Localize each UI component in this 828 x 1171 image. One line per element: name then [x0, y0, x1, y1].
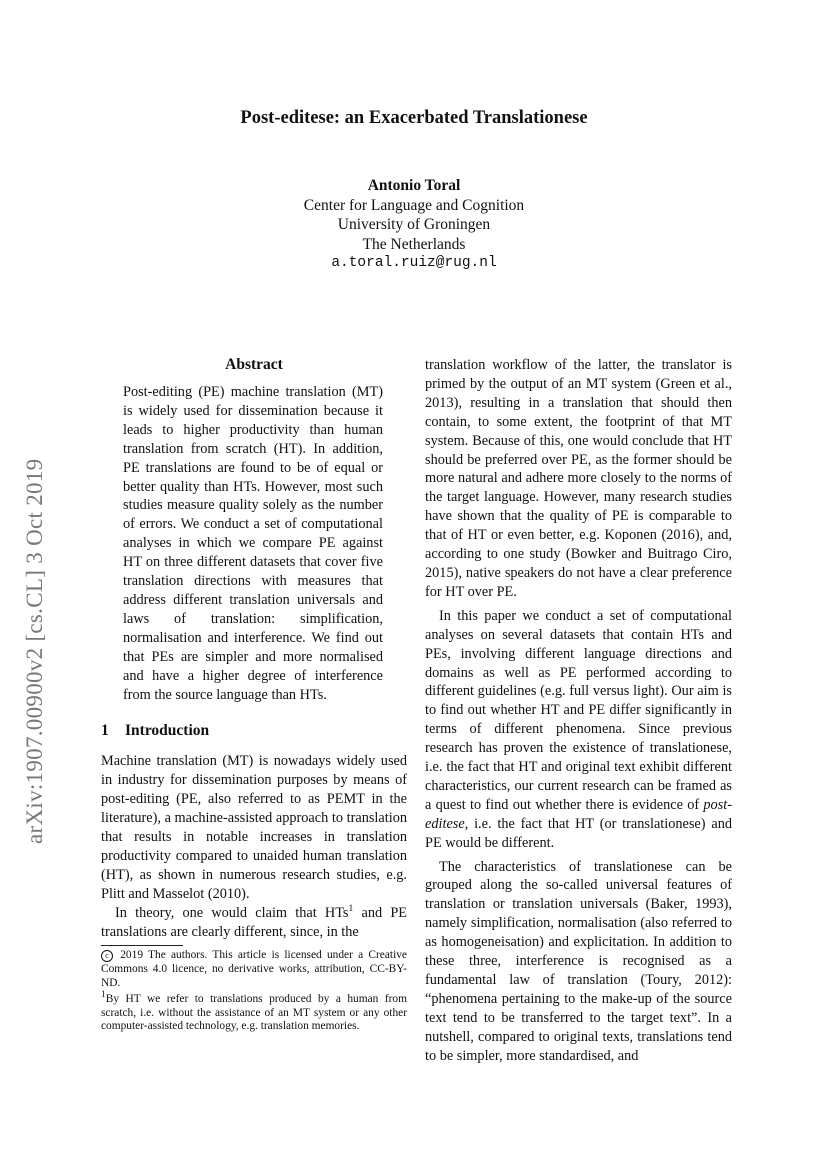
- author-affiliation-3: The Netherlands: [362, 235, 466, 253]
- footnote-1: [101, 990, 407, 1034]
- footnote-1-mark: 1: [101, 990, 106, 1001]
- left-column: [101, 356, 407, 1034]
- intro-p2-text-a: In theory, one would claim that HTs: [115, 904, 349, 921]
- arxiv-watermark: arXiv:1907.00900v2 [cs.CL] 3 Oct 2019: [22, 458, 47, 844]
- right-column: [425, 356, 732, 1066]
- intro-p2-text-b: and PE translations are clearly different, since, in the: [101, 904, 407, 940]
- section-title: Introduction: [125, 722, 210, 740]
- abstract-heading: Abstract: [225, 356, 283, 373]
- author-affiliation-2: University of Groningen: [337, 216, 491, 233]
- footnote-1-text: By HT we refer to translations produced by a human from scratch, i.e. without the assistance of an MT system or any other computer-assisted technology, e.g. translation memories.: [101, 993, 407, 1033]
- section-heading-introduction: [101, 722, 407, 740]
- paper-title: Post-editese: an Exacerbated Translationese: [240, 108, 588, 128]
- footnote-ref-1[interactable]: 1: [348, 903, 354, 914]
- intro-paragraph-2-start: [101, 904, 407, 942]
- post-editese-term: post-editese: [425, 796, 732, 832]
- intro-paragraph-3: [425, 607, 732, 853]
- author-block: [0, 176, 828, 274]
- section-number: 1: [101, 722, 109, 740]
- abstract-text: Post-editing (PE) machine translation (MT) is widely used for dissemination because it leads to higher productivity than human translation from scratch (HT). In addition, PE translations are found to be of equal or better quality than HTs. However, most such studies measure quality solely as the number of errors. We conduct a set of computational analyses in which we compare PE against HT on three different datasets that cover five translation directions with measures that address different translation universals and laws of translation: simplification, normalisation and interference. We find out that PEs are simpler and more normalised and have a higher degree of interference from the source language than HTs.: [123, 384, 383, 703]
- copyright-text: 2019 The authors. This article is licensed under a Creative Commons 4.0 licence, no derivative works, attribution, CC-BY-ND.: [101, 949, 407, 989]
- copyright-icon: c: [101, 950, 113, 962]
- intro-p3-text-b: , i.e. the fact that HT (or translationese) and PE would be different.: [425, 815, 732, 851]
- intro-p3-text-a: In this paper we conduct a set of computational analyses on several datasets that contain HTs and PEs, involving different language directions and domains as well as PE performed according to different guidelines (e.g. full versus light). Our aim is to find out whether HT and PE differ significantly in terms of different phenomena. Since previous research has proven the existence of translationese, i.e. the fact that HT and original text exhibit different characteristics, our current research can be framed as a quest to find out whether there is evidence of: [425, 607, 732, 813]
- author-email[interactable]: a.toral.ruiz@rug.nl: [331, 255, 497, 271]
- copyright-footnote: [101, 949, 407, 990]
- footnote-divider: [101, 945, 183, 946]
- author-name: Antonio Toral: [367, 177, 461, 194]
- author-affiliation-1: Center for Language and Cognition: [303, 196, 525, 214]
- intro-paragraph-1: Machine translation (MT) is nowadays widely used in industry for dissemination purposes by means of post-editing (PE, also referred to as PEMT in the literature), a machine-assisted approach to translation that results in notable increases in translation productivity compared to unaided human translation (HT), as shown in numerous research studies, e.g. Plitt and Masselot (2010).: [101, 753, 407, 902]
- intro-paragraph-2-cont: translation workflow of the latter, the translator is primed by the output of an MT system (Green et al., 2013), resulting in a translation that should then contain, to some extent, the footprint of that MT system. Because of this, one would conclude that HT should be preferred over PE, as the former should be more natural and adhere more closely to the norms of the target language. However, many research studies have shown that the quality of PE is comparable to that of HT or even better, e.g. Koponen (2016), and, according to one study (Bowker and Buitrago Ciro, 2015), native speakers do not have a clear preference for HT over PE.: [425, 357, 732, 600]
- intro-paragraph-4: The characteristics of translationese can be grouped along the so-called universal features of translation or translation universals (Baker, 1993), namely simplification, normalisation (also referred to as homogeneisation) and explicitation. In addition to these three, interference is recognised as a fundamental law of translation (Toury, 2012): “phenomena pertaining to the make-up of the source text tend to be transferred to the target text”. In a nutshell, compared to original texts, translations tend to be simpler, more standardised, and: [425, 858, 732, 1064]
